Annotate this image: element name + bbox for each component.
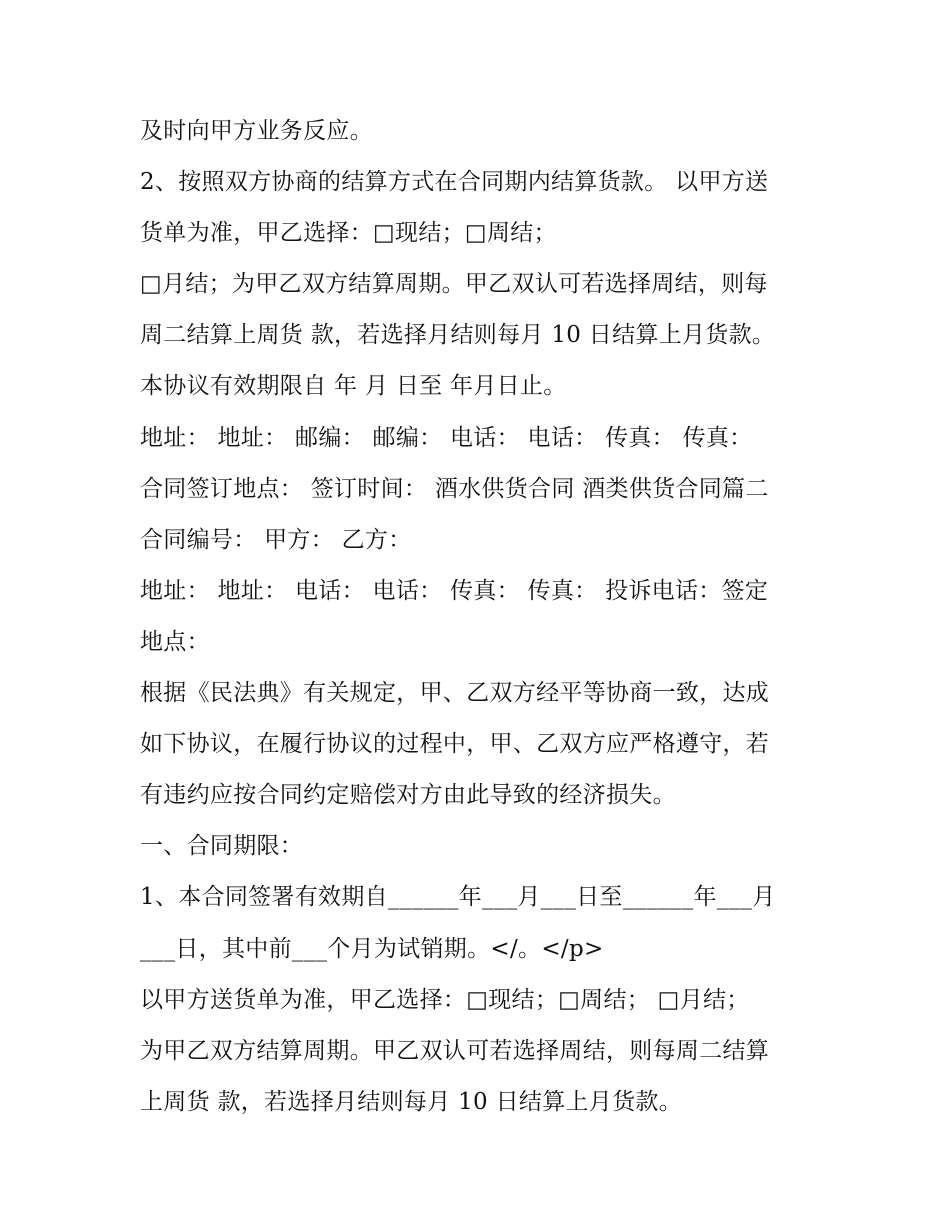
document-page (140, 106, 830, 1128)
text-line: 地址： 地址： 邮编： 邮编： 电话： 电话： 传真： 传真： (140, 424, 753, 451)
text-line: □月结；为甲乙双方结算周期。甲乙双认可若选择周结，则每 (140, 271, 768, 298)
text-line: 为甲乙双方结算周期。甲乙双认可若选择周结，则每周二结算 (140, 1037, 770, 1064)
text-line: 1、本合同签署有效期自______年___月___日至______年___月 (140, 884, 776, 911)
text-line: ___日，其中前___个月为试销期。</。</p> (140, 935, 604, 962)
text-line: 周二结算上周货 款，若选择月结则每月 10 日结算上月货款。 (140, 322, 776, 349)
text-line: 货单为准，甲乙选择：□现结；□周结； (140, 220, 557, 247)
section-heading: 一、合同期限： (140, 833, 304, 860)
text-line: 根据《民法典》有关规定，甲、乙双方经平等协商一致，达成 (140, 680, 770, 707)
text-line: 及时向甲方业务反应。 (140, 118, 373, 144)
text-line: 本协议有效期限自 年 月 日至 年月日止。 (140, 373, 567, 400)
text-line: 地址： 地址： 电话： 电话： 传真： 传真： 投诉电话：签定 (140, 577, 769, 604)
text-line: 有违约应按合同约定赔偿对方由此导致的经济损失。 (140, 782, 676, 809)
text-line: 合同签订地点： 签订时间： 酒水供货合同 酒类供货合同篇二 (140, 475, 769, 502)
text-line: 以甲方送货单为准，甲乙选择：□现结；□周结； □月结； (140, 986, 750, 1013)
text-line: 合同编号： 甲方： 乙方： (140, 526, 412, 553)
text-line: 地点： (140, 628, 210, 655)
text-line: 上周货 款，若选择月结则每月 10 日结算上月货款。 (140, 1088, 682, 1115)
text-line: 如下协议，在履行协议的过程中，甲、乙双方应严格遵守，若 (140, 731, 770, 758)
text-line: 2、按照双方协商的结算方式在合同期内结算货款。 以甲方送 (140, 169, 769, 196)
